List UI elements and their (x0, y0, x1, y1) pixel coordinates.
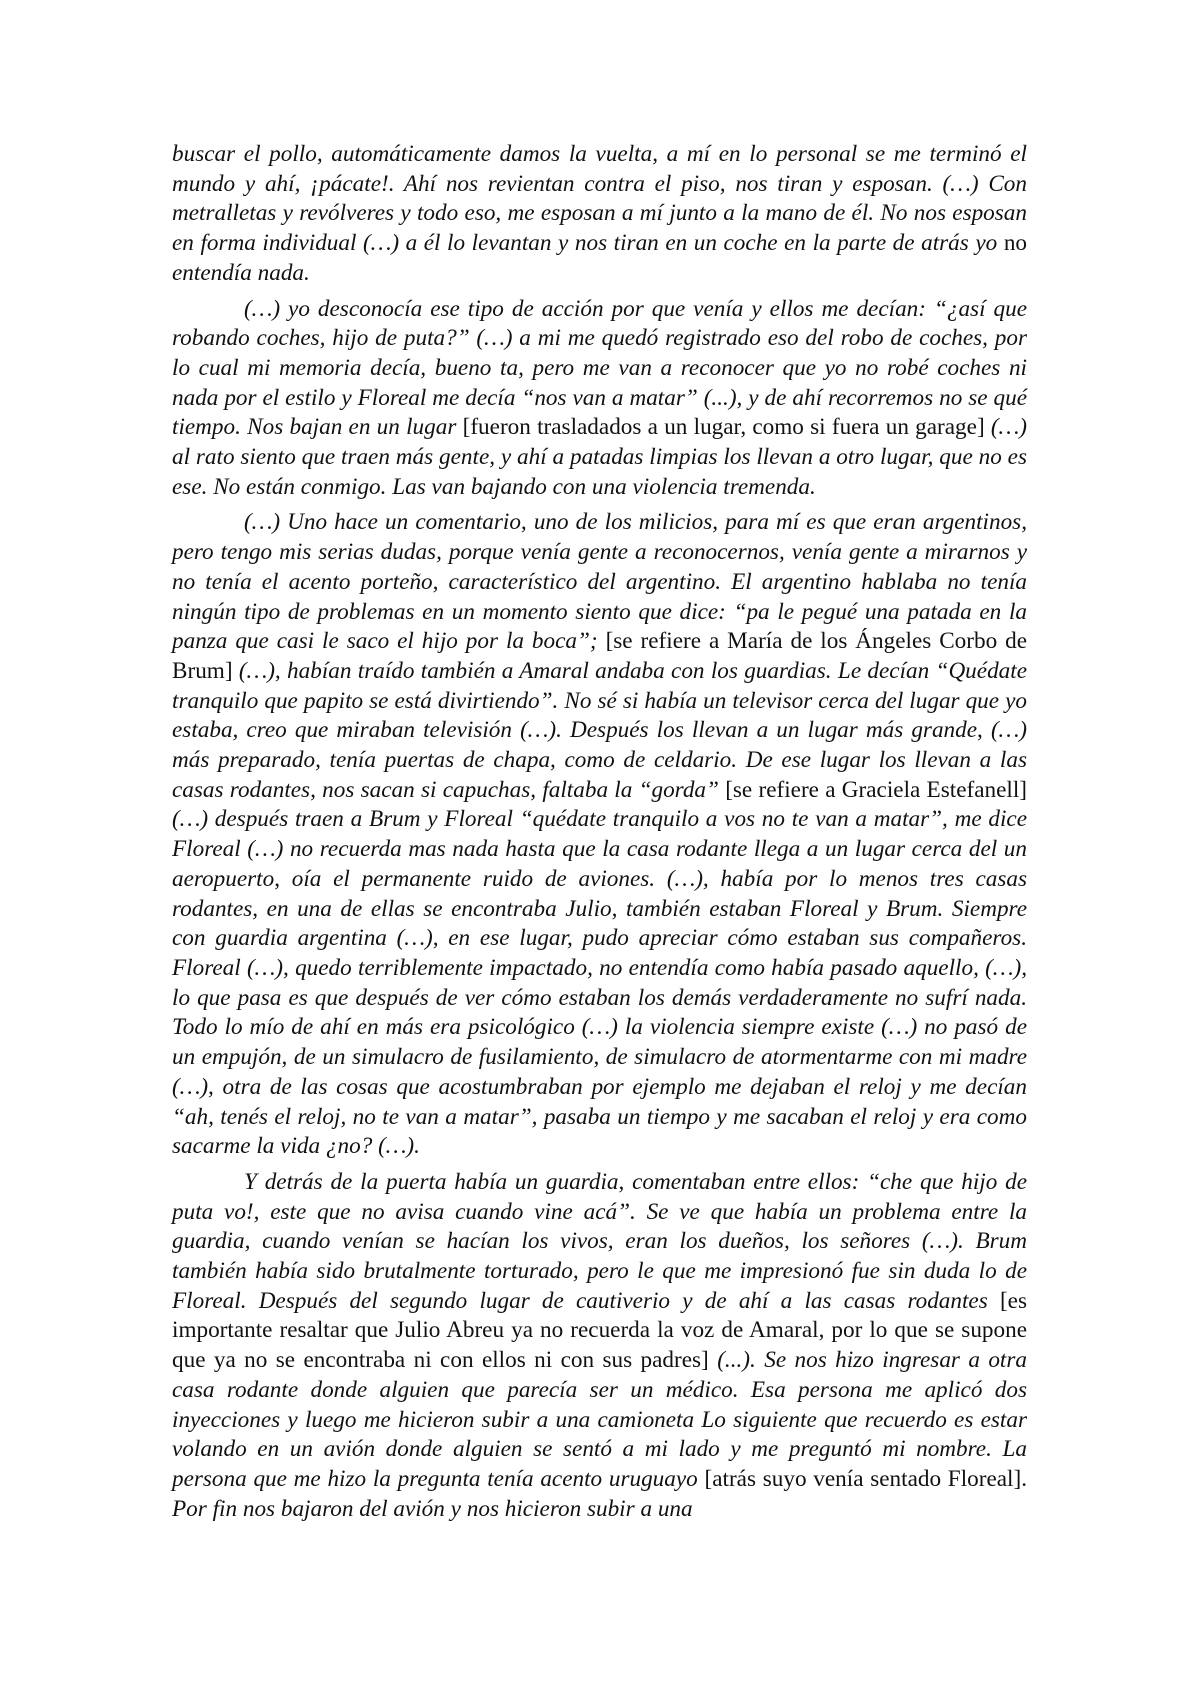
text-segment: buscar el pollo, automáticamente damos la vuelta, a mí en lo personal se me terminó el mundo y ahí, ¡pácate!. Ahí nos revientan contra el piso, nos tiran y esposan. (…) Con metralletas y revólveres y todo eso, me esposan a mí junto a la mano de él. No nos esposan en forma individual (…) a él lo levantan y nos tiran en un coche en la parte de atrás yo (172, 141, 1027, 257)
editorial-note: [se refiere a María de los Ángeles Corbo de Brum] (172, 628, 1027, 684)
text-segment: (…), habían traído también a Amaral andaba con los guardias. Le decían “Quédate tranquilo que papito se está divirtiendo”. No sé si había un televisor cerca del lugar que yo estaba, creo que miraban televisión (…). Después los llevan a un lugar más grande (172, 657, 1027, 744)
paragraph-2 (172, 295, 1027, 503)
text-segment: (…) yo desconocía ese tipo de acción por que venía y ellos me decían: “¿así que robando coches, hijo de puta?” (…) a mi me quedó registrado eso del robo de coches, por lo cual mi memoria decía, bueno ta, pero me van a reconocer que yo no robé coches ni nada por el estilo y Floreal me decía “nos van a matar” (...), y de ahí recorremos no se qué tiempo. Nos bajan en un lugar (172, 295, 1027, 441)
text-segment: Y detrás de la puerta había un guardia, comentaban entre ellos: “che que hijo de puta vo!, este que no avisa cuando vine acá”. Se ve que había un problema entre la guardia, cuando venían se hacían los vivos, eran los dueños, los señores (…). Brum también había sido brutalmente torturado, pero le que me impresionó fue sin duda lo de Floreal. Después del segundo lugar de cautiverio y de ahí a las casas rodantes (172, 1168, 1027, 1314)
text-segment: (…) más preparado, tenía puertas de chapa, como de celdario. De ese lugar los llevan a las casas rodantes, nos sacan si capuchas, faltaba la “gorda” (172, 717, 1027, 803)
text-segment: entendía nada. (172, 259, 310, 286)
text-segment: , (274, 865, 280, 892)
text-segment: Por fin nos bajaron del avión y nos hicieron subir a una (172, 1495, 693, 1522)
editorial-note: [fueron trasladados a un lugar, como si fuera un garage] (462, 414, 985, 441)
text-segment: no (1003, 230, 1027, 257)
paragraph-1 (172, 140, 1027, 289)
paragraph-4 (172, 1168, 1027, 1524)
text-segment: (…) después traen a Brum y Floreal “quédate tranquilo a vos no te van a matar”, me dice Floreal (…) no recuerda mas nada hasta que la casa rodante llega a un lugar cerca del un aeropuerto (172, 806, 1027, 892)
paragraph-3 (172, 508, 1027, 1161)
editorial-note: [se refiere a Graciela Estefanell] (725, 776, 1027, 803)
text-segment: oía el permanente ruido de aviones. (…), había por lo menos tres casas rodantes, en una de ellas se encontraba Julio, también estaban Floreal y Brum. Siempre con guardia argentina (…), en ese lugar, pudo apreciar cómo estaban sus compañeros. Floreal (…), quedo terriblemente impactado, no entendía como había pasado aquello, (…), lo que pasa es que después de ver cómo estaban los demás verdaderamente no sufrí nada. Todo lo mío de ahí en más era psicológico (…) la violencia siempre existe (…) no pasó de un empujón, de un simulacro de fusilamiento, de simulacro de atormentarme con mi madre (…), otra de las cosas que acostumbraban por ejemplo me dejaban el reloj y me decían “ah, tenés el reloj, no te van a matar”, pasaba un tiempo y me sacaban el reloj y era como sacarme la vida ¿no? (…). (172, 865, 1027, 1160)
editorial-note: [es importante resaltar que Julio Abreu ya no recuerda la voz de Amaral, por lo que se supone que ya no se encontraba ni con ellos ni con sus padres] (172, 1287, 1027, 1374)
text-segment: (…) Uno hace un comentario, uno de los milicios, para mí es que eran argentinos, pero tengo mis serias dudas, porque venía gente a reconocernos, venía gente a mirarnos y no tenía el acento porteño, característico del argentino. El argentino hablaba no tenía ningún tipo de problemas en un momento siento que dice: “pa le pegué una patada en la panza que casi le saco el hijo por la boca”; (172, 509, 1027, 655)
text-segment: , (977, 717, 983, 744)
text-segment: (…) al rato siento que traen más gente, y ahí a patadas limpias los llevan a otro lugar, que no es ese. No están conmigo. Las van bajando con una violencia tremenda. (172, 414, 1027, 500)
editorial-note: [atrás suyo venía sentado Floreal]. (704, 1465, 1027, 1492)
text-segment: (...). Se nos hizo ingresar a otra casa rodante donde alguien que parecía ser un médico. Esa persona me aplicó dos inyecciones y luego me hicieron subir a una camioneta Lo siguiente que recuerdo es estar volando en un avión donde alguien se sentó a mi lado y me preguntó mi nombre. La persona que me hizo la pregunta tenía acento uruguayo (172, 1347, 1027, 1492)
document-page (172, 140, 1027, 1530)
